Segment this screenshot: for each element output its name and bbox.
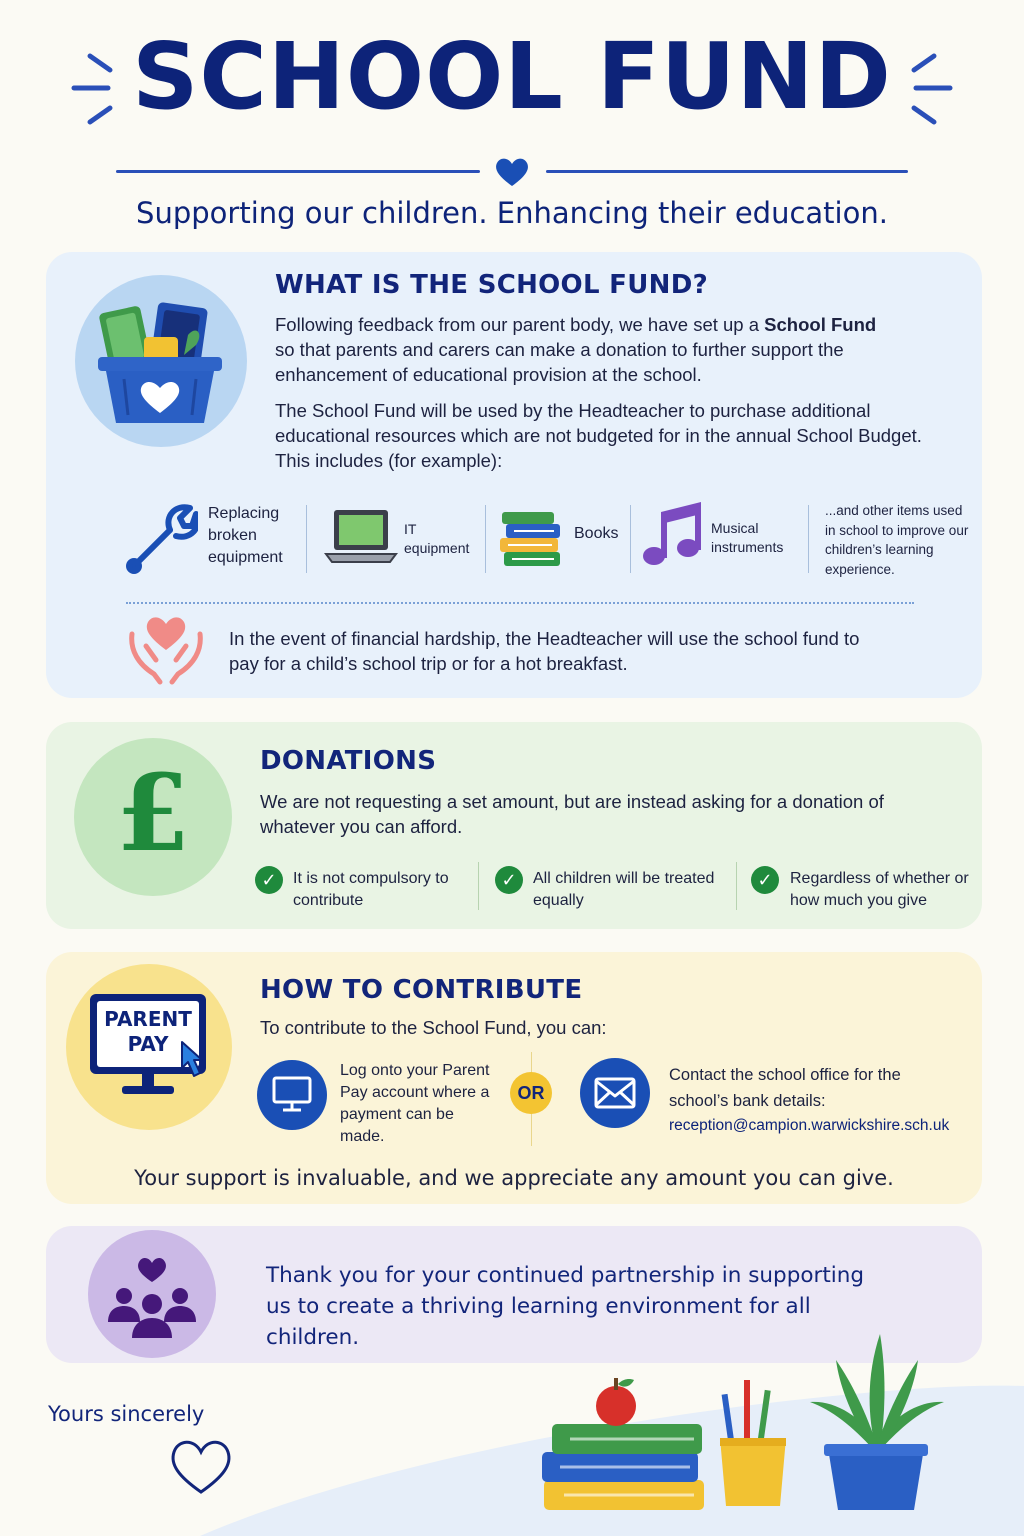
- point-divider: [478, 862, 479, 910]
- item-divider: [808, 505, 809, 573]
- page-title: SCHOOL FUND: [132, 23, 892, 130]
- sparkle-lines-right: [906, 50, 956, 130]
- school-email-link[interactable]: reception@campion.warwickshire.sch.uk: [669, 1117, 950, 1134]
- heart-outline-icon: [168, 1434, 234, 1496]
- books-icon: [498, 512, 566, 570]
- example-item-label: ...and other items used in school to improve our children’s learning experience.: [825, 503, 969, 577]
- example-item-label: Musical instruments: [711, 520, 784, 555]
- sign-off: Yours sincerely: [48, 1402, 205, 1426]
- books-apple-icon: [534, 1374, 714, 1520]
- donations-intro: We are not requesting a set amount, but are instead asking for a donation of whatever you can afford.: [260, 791, 884, 837]
- thank-you-message: Thank you for your continued partnership in supporting us to create a thriving learning environment for all children.: [266, 1263, 865, 1350]
- contribute-intro: To contribute to the School Fund, you can:: [260, 1017, 607, 1038]
- check-icon: ✓: [255, 866, 283, 894]
- parent-pay-screen-label: [97, 1007, 199, 1057]
- heart-icon: [494, 156, 530, 188]
- example-item-label: Books: [574, 525, 619, 542]
- contribute-heading: HOW TO CONTRIBUTE: [260, 975, 583, 1005]
- item-divider: [306, 505, 307, 573]
- donation-point: All children will be treated equally: [533, 870, 715, 909]
- header-rule-right: [546, 170, 908, 173]
- example-item-label: Replacing broken equipment: [208, 505, 283, 566]
- what-paragraph-1: [275, 312, 895, 387]
- page-subtitle: Supporting our children. Enhancing their education.: [136, 196, 888, 230]
- header-rule-left: [116, 170, 480, 173]
- donation-point: It is not compulsory to contribute: [293, 870, 449, 909]
- donations-heading: DONATIONS: [260, 746, 437, 776]
- caring-hands-heart-icon: [124, 612, 208, 686]
- item-divider: [630, 505, 631, 573]
- basket-icon: [92, 295, 228, 431]
- computer-icon: [271, 1074, 313, 1116]
- pound-icon: £: [116, 750, 190, 875]
- parent-pay-label-line1: PARENT: [104, 1007, 192, 1031]
- pencil-cup-icon: [714, 1374, 792, 1514]
- item-divider: [485, 505, 486, 573]
- option-contact-office: Contact the school office for the school’s bank details:: [669, 1066, 901, 1110]
- donation-point: Regardless of whether or how much you give: [790, 870, 969, 909]
- dotted-divider: [126, 602, 914, 604]
- support-message: Your support is invaluable, and we appreciate any amount you can give.: [134, 1166, 894, 1190]
- envelope-icon: [593, 1074, 637, 1112]
- school-fund-emphasis: School Fund: [764, 314, 877, 335]
- check-icon: ✓: [751, 866, 779, 894]
- check-icon: ✓: [495, 866, 523, 894]
- hardship-text: In the event of financial hardship, the Headteacher will use the school fund to pay for a child’s school trip or for a hot breakfast.: [229, 628, 860, 674]
- example-item-label: IT equipment: [404, 521, 470, 556]
- wrench-icon: [120, 500, 198, 578]
- what-paragraph-1-start: Following feedback from our parent body, we have set up a: [275, 314, 765, 335]
- potted-plant-icon: [806, 1330, 946, 1514]
- laptop-icon: [324, 506, 398, 566]
- sparkle-lines-left: [68, 50, 118, 130]
- or-badge: OR: [510, 1072, 552, 1114]
- parent-pay-label-line2: PAY: [127, 1032, 169, 1056]
- what-paragraph-1-end: so that parents and carers can make a donation to further support the enhancement of educational provision at the school.: [275, 339, 844, 385]
- what-heading: WHAT IS THE SCHOOL FUND?: [275, 270, 708, 300]
- community-heart-icon: [104, 1248, 200, 1344]
- option-parent-pay: Log onto your Parent Pay account where a payment can be made.: [340, 1062, 490, 1145]
- music-note-icon: [640, 498, 704, 570]
- point-divider: [736, 862, 737, 910]
- what-paragraph-2: The School Fund will be used by the Headteacher to purchase additional educational resources which are not budgeted for in the annual School Budget. This includes (for example):: [275, 400, 922, 471]
